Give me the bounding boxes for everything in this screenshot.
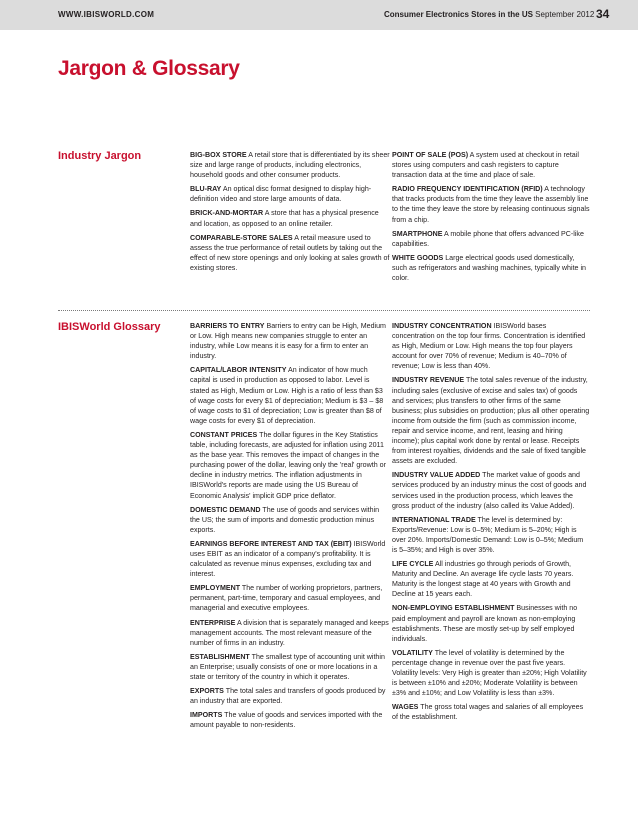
glossary-term: VOLATILITY bbox=[392, 648, 433, 657]
glossary-entry bbox=[392, 321, 590, 371]
report-title bbox=[384, 10, 594, 19]
glossary-entry bbox=[392, 375, 590, 466]
glossary-definition: A system used at checkout in retail stores using computers and cash registers to capture transaction data at the time and place of sale. bbox=[392, 151, 579, 180]
glossary-definition: A technology that tracks products from the time they leave the assembly line to the time they leave the store by releasing continuous signals from a chip. bbox=[392, 185, 590, 224]
glossary-term: SMARTPHONE bbox=[392, 229, 443, 238]
report-name: Consumer Electronics Stores in the US bbox=[384, 10, 533, 19]
glossary-entry bbox=[392, 702, 590, 722]
glossary-entry bbox=[190, 686, 390, 706]
glossary-term: INDUSTRY REVENUE bbox=[392, 376, 465, 385]
glossary-term: ENTERPRISE bbox=[190, 618, 236, 627]
glossary-definition: An indicator of how much capital is used in production as opposed to labor. Level is stated as High, Medium or Low. High is a ratio of less than $3 of wage costs for every $1 of depreciation; Medium is $3 – $8 of wage costs to $1 of depreciation; Low is greater than $8 of wage costs for every $1 of depreciation. bbox=[190, 366, 384, 425]
glossary-term: BIG-BOX STORE bbox=[190, 151, 247, 159]
glossary-term: WAGES bbox=[392, 703, 419, 712]
glossary-definition: The market value of goods and services produced by an industry minus the cost of goods and services used in the production process, which leaves the gross product of the industry (also called its Value Added). bbox=[392, 471, 587, 510]
glossary-definition: The dollar figures in the Key Statistics table, including forecasts, are adjusted for inflation using 2011 as the base year. This removes the impact of changes in the purchasing power of the dollar, leaving only the 'real' growth or decline in industry metrics. The inflation adjustments in IBISWorld's reports are made using the US Bureau of Economic Analysis' implicit GDP price deflator. bbox=[190, 430, 386, 500]
glossary-definition: An optical disc format designed to display high-definition video and store large amounts of data. bbox=[190, 185, 372, 204]
glossary-entry bbox=[190, 710, 390, 730]
glossary-definition: A retail store that is differentiated by its sheer size and large range of products, including electronics, household goods and other consumer products. bbox=[190, 151, 390, 180]
glossary-definition: Large electrical goods used domestically, such as refrigerators and washing machines, typically white in color. bbox=[392, 253, 586, 283]
glossary-entry bbox=[392, 515, 590, 555]
jargon-column-left bbox=[190, 150, 390, 277]
glossary-definition: The level is determined by: Exports/Revenue: Low is 0–5%; Medium is 5–20%; High is over 20%. Imports/Domestic Demand: Low is 0–5%; Medium is 5–35%; and High is over 35%. bbox=[392, 515, 584, 554]
glossary-entry bbox=[190, 208, 390, 228]
section-divider bbox=[58, 310, 590, 311]
glossary-term: COMPARABLE-STORE SALES bbox=[190, 233, 293, 242]
glossary-entry bbox=[190, 652, 390, 682]
report-date: September 2012 bbox=[535, 10, 595, 19]
glossary-definition: All industries go through periods of Growth, Maturity and Decline. An average life cycle lasts 70 years. Maturity is the longest stage at 40 years with Growth and Decline at 15 years each. bbox=[392, 560, 574, 599]
glossary-term: INDUSTRY CONCENTRATION bbox=[392, 322, 492, 330]
glossary-definition: A retail measure used to assess the true performance of retail outlets by taking out the effect of new store openings and only looking at sales growth of existing stores. bbox=[190, 233, 390, 272]
page-number: 34 bbox=[596, 7, 610, 21]
glossary-entry bbox=[190, 430, 390, 501]
glossary-definition: The total sales revenue of the industry, including sales (exclusive of excise and sales tax) of goods and services; plus transfers to other firms of the same business; plus subsidies on production; plus all other operating income from outside the firm (such as commission income, repair and service income, and rent, leasing and hiring income); plus capital work done by rental or lease. Receipts from interest royalties, dividends and the sale of fixed tangible assets are excluded. bbox=[392, 376, 590, 466]
glossary-term: BRICK-AND-MORTAR bbox=[190, 209, 264, 218]
glossary-definition: IBISWorld bases concentration on the top four firms. Concentration is identified as High, Medium or Low. High means the top four players account for over 70% of revenue; Medium is 40–70% of revenue; Low is less than 40%. bbox=[392, 322, 586, 371]
site-url: WWW.IBISWORLD.COM bbox=[58, 10, 155, 19]
glossary-entry bbox=[190, 505, 390, 535]
glossary-term: ESTABLISHMENT bbox=[190, 652, 250, 661]
glossary-definition: IBISWorld uses EBIT as an indicator of a company's profitability. It is calculated as revenue minus expenses, excluding tax and interest. bbox=[190, 539, 386, 579]
glossary-definition: Businesses with no paid employment and payroll are known as non-employing establishments. These are mostly set-up by self employed individuals. bbox=[392, 604, 578, 643]
glossary-entry bbox=[190, 539, 390, 579]
glossary-term: BARRIERS TO ENTRY bbox=[190, 322, 265, 330]
glossary-entry bbox=[190, 321, 390, 361]
glossary-term: POINT OF SALE (POS) bbox=[392, 151, 469, 159]
glossary-term: CONSTANT PRICES bbox=[190, 430, 258, 439]
glossary-column-right bbox=[392, 321, 590, 726]
glossary-entry bbox=[392, 559, 590, 599]
glossary-definition: A mobile phone that offers advanced PC-like capabilities. bbox=[392, 229, 584, 248]
glossary-term: INTERNATIONAL TRADE bbox=[392, 515, 476, 524]
glossary-entry bbox=[190, 618, 390, 648]
glossary-definition: The smallest type of accounting unit within an Enterprise; usually consists of one or more locations in a state or territory of the country in which it operates. bbox=[190, 652, 385, 681]
glossary-entry bbox=[190, 583, 390, 613]
glossary-term: CAPITAL/LABOR INTENSITY bbox=[190, 366, 287, 375]
glossary-entry bbox=[392, 603, 590, 643]
glossary-entry bbox=[392, 648, 590, 698]
glossary-term: NON-EMPLOYING ESTABLISHMENT bbox=[392, 604, 515, 613]
glossary-entry bbox=[392, 229, 590, 249]
page-title: Jargon & Glossary bbox=[58, 57, 240, 80]
glossary-term: BLU-RAY bbox=[190, 185, 222, 194]
glossary-term: EARNINGS BEFORE INTEREST AND TAX (EBIT) bbox=[190, 539, 352, 548]
glossary-term: WHITE GOODS bbox=[392, 253, 444, 262]
glossary-entry bbox=[190, 184, 390, 204]
glossary-column-left bbox=[190, 321, 390, 734]
glossary-definition: The level of volatility is determined by the percentage change in revenue over the past five years. Volatility levels: Very High is greater than ±20%; High Volatility is between ±10% and ±20%; Moderate Volatility is between ±3% and ±10%; and Low Volatility is less than ±3%. bbox=[392, 648, 587, 698]
glossary-definition: The value of goods and services imported with the amount payable to non-residents. bbox=[190, 711, 383, 730]
glossary-entry bbox=[190, 365, 390, 426]
glossary-definition: The total sales and transfers of goods produced by an industry that are exported. bbox=[190, 687, 386, 706]
glossary-entry bbox=[190, 150, 390, 180]
jargon-column-right bbox=[392, 150, 590, 287]
glossary-term: EMPLOYMENT bbox=[190, 584, 241, 593]
section-label-ibisworld-glossary: IBISWorld Glossary bbox=[58, 321, 161, 333]
glossary-term: EXPORTS bbox=[190, 687, 224, 696]
glossary-term: IMPORTS bbox=[190, 711, 223, 720]
glossary-term: DOMESTIC DEMAND bbox=[190, 505, 261, 514]
glossary-term: RADIO FREQUENCY IDENTIFICATION (RFID) bbox=[392, 185, 543, 194]
glossary-entry bbox=[392, 184, 590, 224]
glossary-term: LIFE CYCLE bbox=[392, 560, 434, 569]
section-label-industry-jargon: Industry Jargon bbox=[58, 150, 142, 162]
glossary-definition: Barriers to entry can be High, Medium or Low. High means new companies struggle to enter an industry, while Low means it is easy for a firm to enter an industry. bbox=[190, 322, 386, 361]
glossary-definition: A store that has a physical presence and location, as opposed to an online retailer. bbox=[190, 209, 379, 228]
glossary-term: INDUSTRY VALUE ADDED bbox=[392, 471, 481, 480]
glossary-entry bbox=[392, 150, 590, 180]
glossary-definition: The use of goods and services within the US; the sum of imports and domestic production minus exports. bbox=[190, 505, 380, 534]
glossary-definition: The gross total wages and salaries of all employees of the establishment. bbox=[392, 703, 584, 722]
glossary-entry bbox=[392, 470, 590, 510]
page-header bbox=[0, 0, 638, 30]
glossary-entry bbox=[190, 233, 390, 273]
glossary-definition: A division that is separately managed and keeps management accounts. The most relevant measure of the number of firms in an industry. bbox=[190, 618, 389, 647]
glossary-definition: The number of working proprietors, partners, permanent, part-time, temporary and casual employees, and managerial and executive employees. bbox=[190, 584, 383, 613]
glossary-entry bbox=[392, 253, 590, 283]
